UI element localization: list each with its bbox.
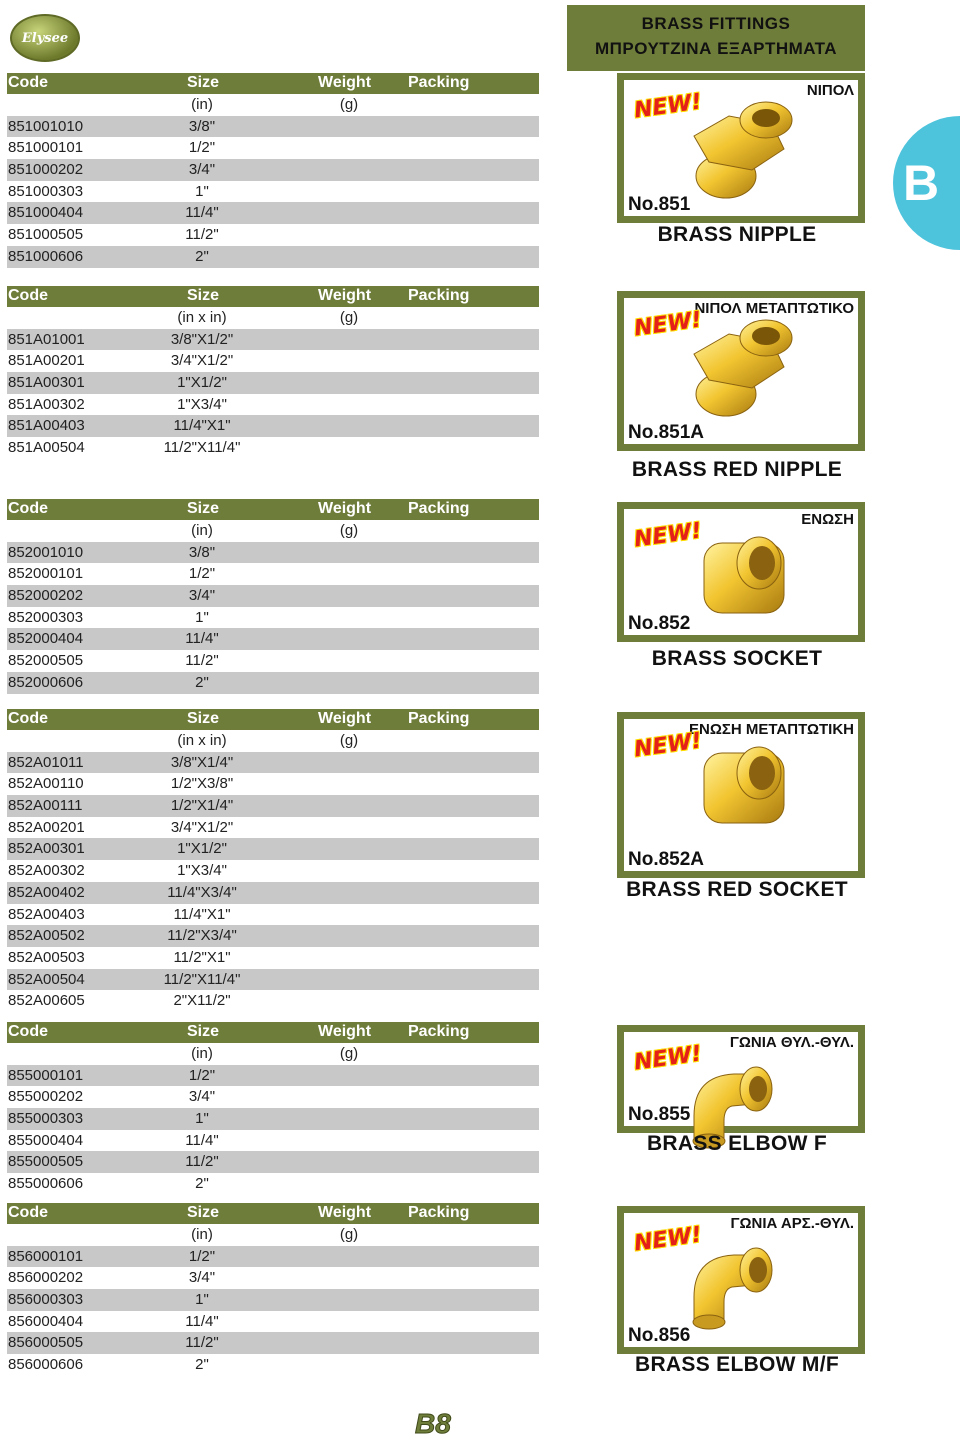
product-code: 851001010 <box>8 117 84 135</box>
table-row <box>7 585 539 607</box>
product-size: 3/4"X1/2" <box>170 352 234 370</box>
product-size: 2" <box>195 247 209 265</box>
product-card[interactable] <box>617 73 865 246</box>
table-header: Code Size Weight Packing <box>7 709 539 730</box>
table-row <box>7 752 539 774</box>
product-code: 852A00301 <box>8 840 85 858</box>
product-code: 856000606 <box>8 1356 84 1374</box>
product-number: No.851 <box>628 194 691 215</box>
product-size: 11/2"X1" <box>173 948 231 966</box>
product-number: No.851A <box>628 422 705 443</box>
page-number: B8 <box>415 1408 451 1439</box>
weight-unit: (g) <box>339 96 359 113</box>
product-frame <box>617 291 865 451</box>
product-greek-name: ΝΙΠΟΛ ΜΕΤΑΠΤΩΤΙΚΟ <box>694 300 854 317</box>
product-code: 852000303 <box>8 608 84 626</box>
product-frame <box>617 502 865 642</box>
table-row <box>7 650 539 672</box>
table-header: Code Size Weight Packing <box>7 1022 539 1043</box>
product-code: 856000303 <box>8 1291 84 1309</box>
table-row <box>7 372 539 394</box>
table-row <box>7 181 539 203</box>
product-size: 1" <box>195 1291 209 1309</box>
product-size: 1/2"X1/4" <box>170 797 234 815</box>
product-size: 11/2" <box>185 652 219 670</box>
table-row <box>7 159 539 181</box>
product-size: 1" <box>195 608 209 626</box>
product-size: 2"X11/2" <box>173 992 231 1010</box>
product-greek-name: ΕΝΩΣΗ <box>801 511 854 528</box>
product-size: 1"X3/4" <box>177 862 227 880</box>
table-row <box>7 925 539 947</box>
product-title: BRASS ELBOW M/F <box>635 1353 839 1376</box>
col-packing-header: Packing <box>408 74 470 91</box>
col-packing-header: Packing <box>408 1023 470 1040</box>
table-row <box>7 542 539 564</box>
col-code-header: Code <box>8 1023 48 1040</box>
product-card[interactable] <box>617 712 865 901</box>
table-row <box>7 860 539 882</box>
table-row <box>7 563 539 585</box>
col-weight-header: Weight <box>318 1023 372 1040</box>
product-title: BRASS SOCKET <box>651 647 823 670</box>
product-size: 11/4" <box>185 630 219 648</box>
product-code: 851A00201 <box>8 352 85 370</box>
col-weight-header: Weight <box>318 710 372 727</box>
product-size: 3/8"X1/2" <box>170 330 234 348</box>
new-badge: NEW! <box>632 307 704 342</box>
col-code-header: Code <box>8 1204 48 1221</box>
size-unit: (in) <box>191 1045 213 1062</box>
product-size: 11/4"X1" <box>173 905 231 923</box>
product-code: 852A00502 <box>8 927 85 945</box>
weight-unit: (g) <box>339 309 359 326</box>
table-row <box>7 329 539 351</box>
product-size: 11/2"X3/4" <box>167 927 237 945</box>
product-code: 855000202 <box>8 1088 84 1106</box>
product-size: 3/4" <box>188 1269 216 1287</box>
product-code: 852A01011 <box>8 753 84 771</box>
product-size: 2" <box>195 673 209 691</box>
product-code: 851000202 <box>8 161 84 179</box>
product-greek-name: ΓΩΝΙΑ ΘΥΛ.-ΘΥΛ. <box>729 1034 854 1051</box>
product-size: 11/2"X11/4" <box>163 439 241 457</box>
product-size: 11/4"X3/4" <box>167 883 237 901</box>
size-unit: (in) <box>191 96 213 113</box>
product-greek-name: ΕΝΩΣΗ ΜΕΤΑΠΤΩΤΙΚΗ <box>689 721 854 738</box>
product-number: No.855 <box>628 1104 691 1125</box>
col-packing-header: Packing <box>408 710 470 727</box>
section-tab-label: B <box>903 155 940 211</box>
product-size: 1/2" <box>188 1066 216 1084</box>
table-header: Code Size Weight Packing <box>7 499 539 520</box>
col-weight-header: Weight <box>318 287 372 304</box>
product-code: 851000303 <box>8 182 84 200</box>
product-number: No.852 <box>628 613 691 634</box>
product-size: 2" <box>195 1175 209 1193</box>
table-row <box>7 947 539 969</box>
unit-row <box>7 94 539 116</box>
table-row <box>7 990 539 1012</box>
table-row <box>7 1086 539 1108</box>
product-title: BRASS RED NIPPLE <box>631 458 843 481</box>
product-code: 855000101 <box>8 1066 84 1084</box>
product-code: 852A00605 <box>8 992 85 1010</box>
weight-unit: (g) <box>339 1226 359 1243</box>
product-code: 851000404 <box>8 204 84 222</box>
spec-table <box>7 709 539 1012</box>
product-code: 851A01001 <box>8 330 85 348</box>
product-card[interactable] <box>617 1206 865 1376</box>
product-size: 1/2" <box>188 565 216 583</box>
product-greek-name: ΝΙΠΟΛ <box>806 82 854 99</box>
table-row <box>7 1354 539 1376</box>
table-row <box>7 817 539 839</box>
new-badge: NEW! <box>632 1041 704 1076</box>
table-row <box>7 628 539 650</box>
spec-table <box>7 499 539 694</box>
size-unit: (in x in) <box>177 732 227 749</box>
table-row <box>7 773 539 795</box>
table-row <box>7 838 539 860</box>
product-size: 3/8" <box>188 117 216 135</box>
product-title: BRASS ELBOW F <box>646 1132 828 1155</box>
new-badge: NEW! <box>632 518 704 553</box>
product-code: 851000505 <box>8 226 84 244</box>
weight-unit: (g) <box>339 522 359 539</box>
product-greek-name: ΓΩΝΙΑ ΑΡΣ.-ΘΥΛ. <box>730 1215 854 1232</box>
table-row <box>7 969 539 991</box>
product-number: No.856 <box>628 1325 691 1346</box>
product-size: 1/2" <box>188 1247 216 1265</box>
product-size: 11/2" <box>185 1153 219 1171</box>
product-size: 11/2" <box>185 226 219 244</box>
unit-row <box>7 307 539 329</box>
product-code: 855000303 <box>8 1110 84 1128</box>
product-code: 856000404 <box>8 1312 84 1330</box>
spec-table <box>7 1022 539 1195</box>
col-weight-header: Weight <box>318 74 372 91</box>
weight-unit: (g) <box>339 1045 359 1062</box>
section-tab[interactable] <box>893 116 960 250</box>
table-row <box>7 137 539 159</box>
product-code: 852000404 <box>8 630 84 648</box>
product-code: 852A00110 <box>8 775 84 793</box>
product-code: 856000202 <box>8 1269 84 1287</box>
product-size: 1/2"X3/8" <box>170 775 234 793</box>
product-code: 851000101 <box>8 139 84 157</box>
table-row <box>7 1151 539 1173</box>
table-row <box>7 1246 539 1268</box>
col-code-header: Code <box>8 500 48 517</box>
product-code: 852000505 <box>8 652 84 670</box>
product-code: 851A00403 <box>8 417 85 435</box>
product-size: 11/2"X11/4" <box>163 970 241 988</box>
product-number: No.852A <box>628 849 705 870</box>
product-size: 1"X1/2" <box>177 840 227 858</box>
col-weight-header: Weight <box>318 1204 372 1221</box>
col-code-header: Code <box>8 710 48 727</box>
product-code: 851A00301 <box>8 374 85 392</box>
unit-row <box>7 730 539 752</box>
col-code-header: Code <box>8 74 48 91</box>
product-size: 3/4" <box>188 1088 216 1106</box>
product-size: 11/4"X1" <box>173 417 231 435</box>
product-size: 3/4"X1/2" <box>170 818 234 836</box>
section-title-gr: ΜΠΡΟΥΤΖΙΝΑ ΕΞΑΡΤΗΜΑΤΑ <box>594 39 838 58</box>
product-code: 856000505 <box>8 1334 84 1352</box>
product-frame <box>617 73 865 223</box>
table-row <box>7 1173 539 1195</box>
product-size: 3/8"X1/4" <box>170 753 234 771</box>
product-size: 11/4" <box>185 1312 219 1330</box>
product-code: 852001010 <box>8 543 84 561</box>
new-badge: NEW! <box>632 89 704 124</box>
col-code-header: Code <box>8 287 48 304</box>
table-row <box>7 1130 539 1152</box>
product-code: 852000101 <box>8 565 84 583</box>
table-row <box>7 1311 539 1333</box>
product-code: 851A00302 <box>8 395 85 413</box>
unit-row <box>7 1224 539 1246</box>
product-card[interactable] <box>617 502 865 670</box>
product-code: 852A00302 <box>8 862 85 880</box>
size-unit: (in x in) <box>177 309 227 326</box>
product-size: 11/4" <box>185 1131 219 1149</box>
product-title: BRASS NIPPLE <box>657 223 817 246</box>
col-packing-header: Packing <box>408 500 470 517</box>
product-size: 11/2" <box>185 1334 219 1352</box>
product-card[interactable] <box>617 291 865 481</box>
product-size: 3/4" <box>188 161 216 179</box>
table-header: Code Size Weight Packing <box>7 1203 539 1224</box>
section-header <box>567 5 865 71</box>
table-row <box>7 202 539 224</box>
product-code: 856000101 <box>8 1247 84 1265</box>
size-unit: (in) <box>191 522 213 539</box>
product-code: 852000606 <box>8 673 84 691</box>
product-code: 851A00504 <box>8 439 85 457</box>
product-code: 855000505 <box>8 1153 84 1171</box>
unit-row <box>7 520 539 542</box>
brand-logo <box>10 14 80 62</box>
spec-table <box>7 286 539 459</box>
table-row <box>7 224 539 246</box>
product-code: 852A00503 <box>8 948 85 966</box>
table-row <box>7 607 539 629</box>
table-row <box>7 1289 539 1311</box>
col-packing-header: Packing <box>408 1204 470 1221</box>
product-title: BRASS RED SOCKET <box>626 878 848 901</box>
table-row <box>7 1332 539 1354</box>
table-row <box>7 1065 539 1087</box>
new-badge: NEW! <box>632 728 704 763</box>
new-badge: NEW! <box>632 1222 704 1257</box>
product-size: 1/2" <box>188 139 216 157</box>
size-unit: (in) <box>191 1226 213 1243</box>
table-row <box>7 672 539 694</box>
table-row <box>7 394 539 416</box>
table-row <box>7 415 539 437</box>
product-size: 2" <box>195 1356 209 1374</box>
product-frame <box>617 1206 865 1354</box>
product-size: 3/4" <box>188 587 216 605</box>
product-code: 855000606 <box>8 1175 84 1193</box>
product-size: 1" <box>195 182 209 200</box>
product-frame <box>617 1025 865 1133</box>
table-row <box>7 437 539 459</box>
col-packing-header: Packing <box>408 287 470 304</box>
table-row <box>7 904 539 926</box>
table-row <box>7 350 539 372</box>
table-row <box>7 882 539 904</box>
unit-row <box>7 1043 539 1065</box>
table-row <box>7 1267 539 1289</box>
product-size: 1"X1/2" <box>177 374 227 392</box>
product-code: 852A00504 <box>8 970 85 988</box>
table-row <box>7 1108 539 1130</box>
product-code: 855000404 <box>8 1131 84 1149</box>
table-header: Code Size Weight Packing <box>7 73 539 94</box>
logo-text: Elysee <box>21 30 69 46</box>
table-row <box>7 795 539 817</box>
section-title-en: BRASS FITTINGS <box>641 14 791 33</box>
product-code: 851000606 <box>8 247 84 265</box>
product-code: 852000202 <box>8 587 84 605</box>
col-weight-header: Weight <box>318 500 372 517</box>
product-code: 852A00111 <box>8 797 83 815</box>
spec-table <box>7 1203 539 1376</box>
product-size: 1"X3/4" <box>177 395 227 413</box>
table-row <box>7 116 539 138</box>
product-card[interactable] <box>617 1025 865 1155</box>
product-size: 11/4" <box>185 204 219 222</box>
spec-table <box>7 73 539 268</box>
table-row <box>7 246 539 268</box>
product-code: 852A00201 <box>8 818 85 836</box>
product-code: 852A00402 <box>8 883 85 901</box>
weight-unit: (g) <box>339 732 359 749</box>
product-code: 852A00403 <box>8 905 85 923</box>
product-frame <box>617 712 865 878</box>
product-size: 1" <box>195 1110 209 1128</box>
table-header: Code Size Weight Packing <box>7 286 539 307</box>
product-size: 3/8" <box>188 543 216 561</box>
